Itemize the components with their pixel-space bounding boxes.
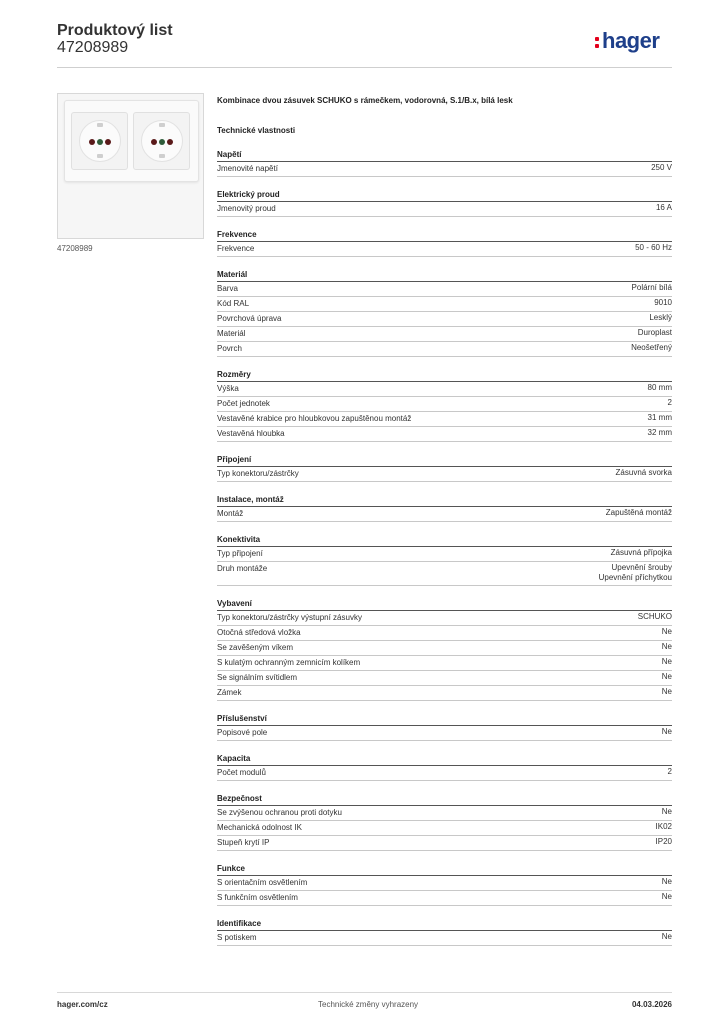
spec-value-line: 50 - 60 Hz xyxy=(635,243,672,252)
spec-value-line: Ne xyxy=(661,727,672,736)
spec-label: Zámek xyxy=(217,688,242,697)
spec-section xyxy=(217,793,672,851)
spec-value xyxy=(635,243,672,254)
spec-value-line: Polární bílá xyxy=(631,283,672,292)
spec-value xyxy=(606,508,672,519)
spec-label: Povrchová úprava xyxy=(217,314,282,323)
spec-row xyxy=(217,821,672,836)
spec-row xyxy=(217,671,672,686)
spec-value xyxy=(662,687,672,698)
footer-website-link[interactable]: hager.com/cz xyxy=(57,1000,108,1009)
spec-value-line: 80 mm xyxy=(647,383,672,392)
spec-row xyxy=(217,202,672,217)
section-heading: Příslušenství xyxy=(217,713,672,726)
spec-label: Vestavěné krabice pro hloubkovou zapuštěnou montáž xyxy=(217,414,412,423)
spec-value xyxy=(662,877,672,888)
spec-row xyxy=(217,656,672,671)
spec-label: Druh montáže xyxy=(217,564,268,573)
spec-value xyxy=(611,548,672,559)
spec-value xyxy=(656,203,672,214)
spec-row xyxy=(217,162,672,177)
spec-row xyxy=(217,626,672,641)
section-heading: Instalace, montáž xyxy=(217,494,672,507)
spec-label: S orientačním osvětlením xyxy=(217,878,308,887)
spec-section xyxy=(217,863,672,906)
footer-date: 04.03.2026 xyxy=(631,1000,672,1009)
spec-label: Otočná středová vložka xyxy=(217,628,301,637)
spec-section xyxy=(217,149,672,177)
section-heading: Elektrický proud xyxy=(217,189,672,202)
spec-value xyxy=(616,468,672,479)
spec-value-line: Zásuvná svorka xyxy=(615,468,672,477)
spec-sections xyxy=(217,149,672,946)
spec-row xyxy=(217,312,672,327)
spec-value xyxy=(668,767,672,778)
spec-section xyxy=(217,918,672,946)
spec-value-line: 16 A xyxy=(655,203,672,212)
product-title: Kombinace dvou zásuvek SCHUKO s rámečkem, vodorovná, S.1/B.x, bílá lesk xyxy=(217,96,513,105)
section-heading: Vybavení xyxy=(217,598,672,611)
spec-value xyxy=(648,428,672,439)
logo-dots-icon xyxy=(595,34,600,50)
spec-section xyxy=(217,753,672,781)
spec-section xyxy=(217,534,672,586)
spec-value xyxy=(599,563,672,583)
spec-label: Jmenovité napětí xyxy=(217,164,278,173)
spec-value xyxy=(638,328,672,339)
spec-label: Montáž xyxy=(217,509,244,518)
spec-label: Se signálním svítidlem xyxy=(217,673,298,682)
product-number: 47208989 xyxy=(57,39,129,56)
spec-value xyxy=(656,837,672,848)
spec-section xyxy=(217,269,672,357)
spec-row xyxy=(217,641,672,656)
section-heading: Identifikace xyxy=(217,918,672,931)
spec-value xyxy=(649,313,672,324)
spec-value-line: 9010 xyxy=(654,298,672,307)
spec-section xyxy=(217,598,672,701)
section-heading: Konektivita xyxy=(217,534,672,547)
spec-row xyxy=(217,412,672,427)
spec-row xyxy=(217,686,672,701)
spec-value-line: 31 mm xyxy=(647,413,672,422)
spec-value-line: Ne xyxy=(661,877,672,886)
spec-value-line: 250 V xyxy=(651,163,672,172)
socket-right xyxy=(133,112,190,170)
spec-row xyxy=(217,806,672,821)
spec-value-line: Ne xyxy=(661,672,672,681)
header-divider xyxy=(57,67,672,68)
spec-label: Se zvýšenou ochranou proti dotyku xyxy=(217,808,342,817)
spec-value xyxy=(654,298,672,309)
logo-text: hager xyxy=(602,28,660,53)
spec-label: Typ konektoru/zástrčky výstupní zásuvky xyxy=(217,613,362,622)
spec-row xyxy=(217,397,672,412)
spec-value-line: 2 xyxy=(667,767,672,776)
spec-row xyxy=(217,282,672,297)
spec-value xyxy=(662,932,672,943)
spec-label: Popisové pole xyxy=(217,728,268,737)
spec-section xyxy=(217,369,672,442)
spec-row xyxy=(217,547,672,562)
socket-frame xyxy=(64,100,199,182)
spec-value-line: Ne xyxy=(661,892,672,901)
section-heading: Připojení xyxy=(217,454,672,467)
spec-value-line: Ne xyxy=(661,642,672,651)
spec-value xyxy=(651,163,672,174)
spec-row xyxy=(217,836,672,851)
spec-label: Kód RAL xyxy=(217,299,250,308)
spec-value-line: Ne xyxy=(661,807,672,816)
spec-label: Se zavěšeným víkem xyxy=(217,643,294,652)
spec-value xyxy=(662,727,672,738)
spec-row xyxy=(217,931,672,946)
spec-row xyxy=(217,611,672,626)
spec-value xyxy=(662,892,672,903)
page-title: Produktový list xyxy=(57,22,173,39)
spec-label: S potiskem xyxy=(217,933,257,942)
spec-row xyxy=(217,766,672,781)
spec-row xyxy=(217,891,672,906)
spec-value-line: Upevnění šrouby xyxy=(611,563,672,572)
spec-value xyxy=(662,807,672,818)
spec-value-line: Neošetřený xyxy=(631,343,672,352)
spec-section xyxy=(217,494,672,522)
spec-value xyxy=(648,383,672,394)
image-caption: 47208989 xyxy=(57,244,93,253)
spec-row xyxy=(217,467,672,482)
spec-label: Mechanická odolnost IK xyxy=(217,823,302,832)
section-heading: Rozměry xyxy=(217,369,672,382)
spec-value-line: 32 mm xyxy=(647,428,672,437)
spec-label: Výška xyxy=(217,384,239,393)
spec-value-line: 2 xyxy=(667,398,672,407)
spec-label: S funkčním osvětlením xyxy=(217,893,298,902)
spec-label: Typ konektoru/zástrčky xyxy=(217,469,299,478)
spec-row xyxy=(217,327,672,342)
tech-heading: Technické vlastnosti xyxy=(217,126,296,135)
spec-value xyxy=(638,612,672,623)
spec-row xyxy=(217,382,672,397)
spec-row xyxy=(217,726,672,741)
spec-row xyxy=(217,427,672,442)
spec-section xyxy=(217,189,672,217)
spec-label: Materiál xyxy=(217,329,246,338)
spec-label: Stupeň krytí IP xyxy=(217,838,270,847)
spec-row xyxy=(217,507,672,522)
spec-value xyxy=(668,398,672,409)
spec-value-line: Ne xyxy=(661,687,672,696)
spec-value-line: IK02 xyxy=(655,822,672,831)
spec-value-line: IP20 xyxy=(655,837,672,846)
product-image xyxy=(57,93,204,239)
spec-section xyxy=(217,454,672,482)
spec-value xyxy=(662,657,672,668)
spec-value xyxy=(656,822,672,833)
spec-label: S kulatým ochranným zemnicím kolíkem xyxy=(217,658,361,667)
spec-row xyxy=(217,297,672,312)
spec-label: Počet modulů xyxy=(217,768,266,777)
spec-row xyxy=(217,562,672,586)
spec-label: Barva xyxy=(217,284,238,293)
spec-content xyxy=(217,95,672,946)
spec-label: Frekvence xyxy=(217,244,255,253)
spec-value-line: Duroplast xyxy=(637,328,672,337)
spec-label: Vestavěná hloubka xyxy=(217,429,285,438)
section-heading: Funkce xyxy=(217,863,672,876)
section-heading: Napětí xyxy=(217,149,672,162)
spec-row xyxy=(217,342,672,357)
spec-label: Počet jednotek xyxy=(217,399,270,408)
spec-row xyxy=(217,876,672,891)
section-heading: Frekvence xyxy=(217,229,672,242)
spec-value-line: Ne xyxy=(661,932,672,941)
spec-label: Jmenovitý proud xyxy=(217,204,276,213)
spec-value xyxy=(632,283,672,294)
section-heading: Materiál xyxy=(217,269,672,282)
spec-value-line: Ne xyxy=(661,627,672,636)
spec-value-line: Zapuštěná montáž xyxy=(605,508,672,517)
spec-value-line: Ne xyxy=(661,657,672,666)
spec-value xyxy=(648,413,672,424)
spec-value-line: Upevnění příchytkou xyxy=(598,573,672,582)
spec-value xyxy=(631,343,672,354)
spec-value xyxy=(662,627,672,638)
footer-divider xyxy=(57,992,672,993)
section-heading: Bezpečnost xyxy=(217,793,672,806)
spec-section xyxy=(217,229,672,257)
spec-value xyxy=(662,642,672,653)
spec-value-line: Lesklý xyxy=(649,313,672,322)
spec-value xyxy=(662,672,672,683)
spec-value-line: SCHUKO xyxy=(637,612,672,621)
spec-label: Typ připojení xyxy=(217,549,263,558)
section-heading: Kapacita xyxy=(217,753,672,766)
spec-label: Povrch xyxy=(217,344,242,353)
spec-section xyxy=(217,713,672,741)
spec-value-line: Zásuvná přípojka xyxy=(610,548,672,557)
hager-logo[interactable] xyxy=(595,28,659,58)
footer-disclaimer: Technické změny vyhrazeny xyxy=(318,1000,419,1009)
socket-left xyxy=(71,112,128,170)
spec-row xyxy=(217,242,672,257)
